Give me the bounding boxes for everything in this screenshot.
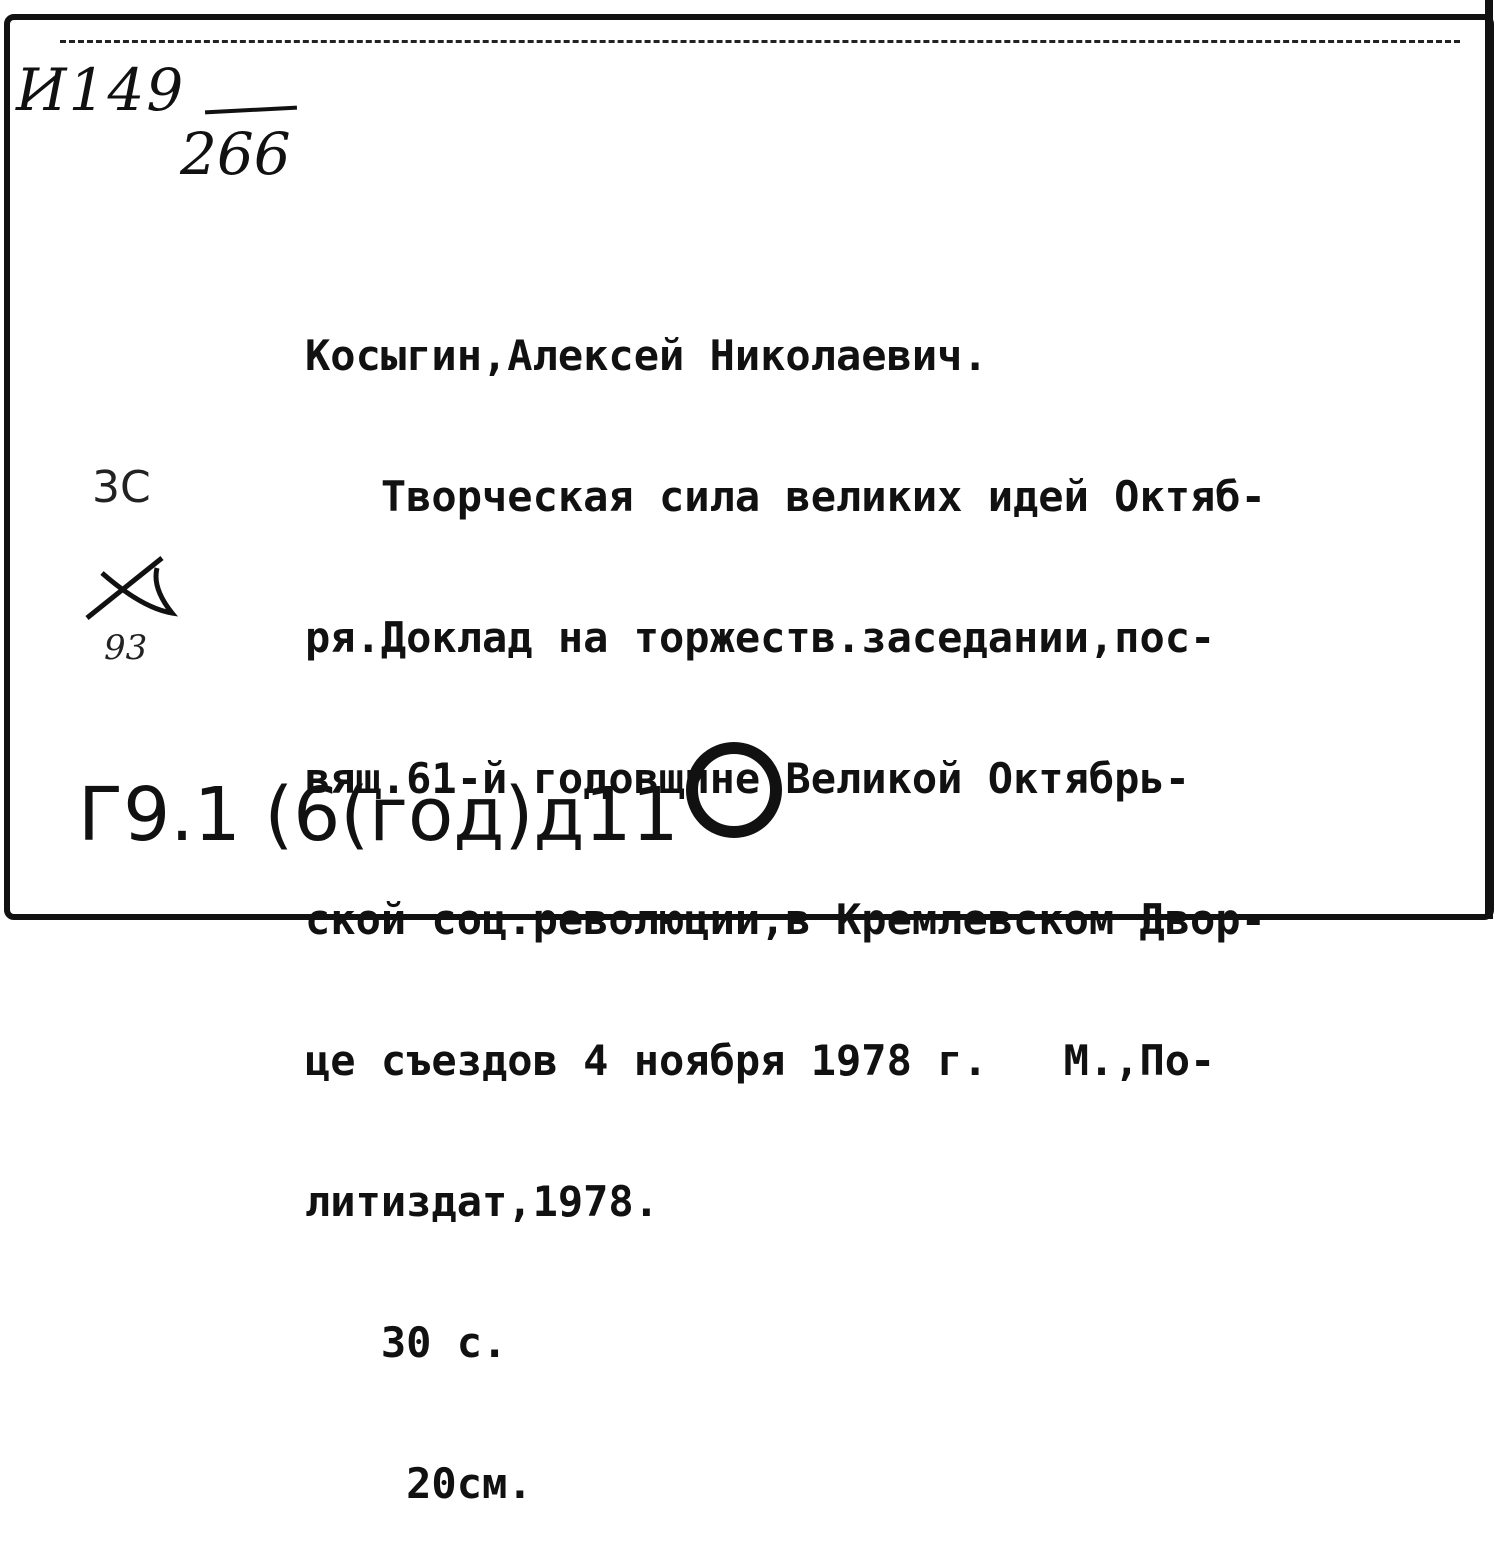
entry-line: 30 с.: [305, 1318, 508, 1367]
handwritten-cross-mark: [82, 548, 182, 628]
card-edge: [1485, 0, 1493, 919]
entry-line: Творческая сила великих идей Октяб-: [305, 472, 1266, 521]
shelfmark-top: И149: [16, 56, 186, 124]
shelfmark-bottom: 266: [180, 120, 291, 188]
entry-line: ря.Доклад на торжеств.заседании,пос-: [305, 613, 1216, 662]
entry-line: ской соц.революции,в Кремлевском Двор-: [305, 895, 1266, 944]
entry-line: литиздат,1978.: [305, 1177, 660, 1226]
side-number: 93: [104, 628, 148, 668]
entry-line: Косыгин,Алексей Николаевич.: [305, 331, 988, 380]
card-top-rule: [60, 40, 1460, 43]
entry-line: 20см.: [305, 1459, 533, 1508]
classification-code: Г9.1 (6(год)д11: [78, 772, 679, 858]
side-code: 3С: [92, 462, 151, 513]
entry-line: вящ.61-й годовщине Великой Октябрь-: [305, 754, 1191, 803]
entry-line: це съездов 4 ноября 1978 г. М.,По-: [305, 1036, 1216, 1085]
card-punch-hole: [686, 742, 782, 838]
bibliographic-entry: [305, 238, 1485, 1554]
